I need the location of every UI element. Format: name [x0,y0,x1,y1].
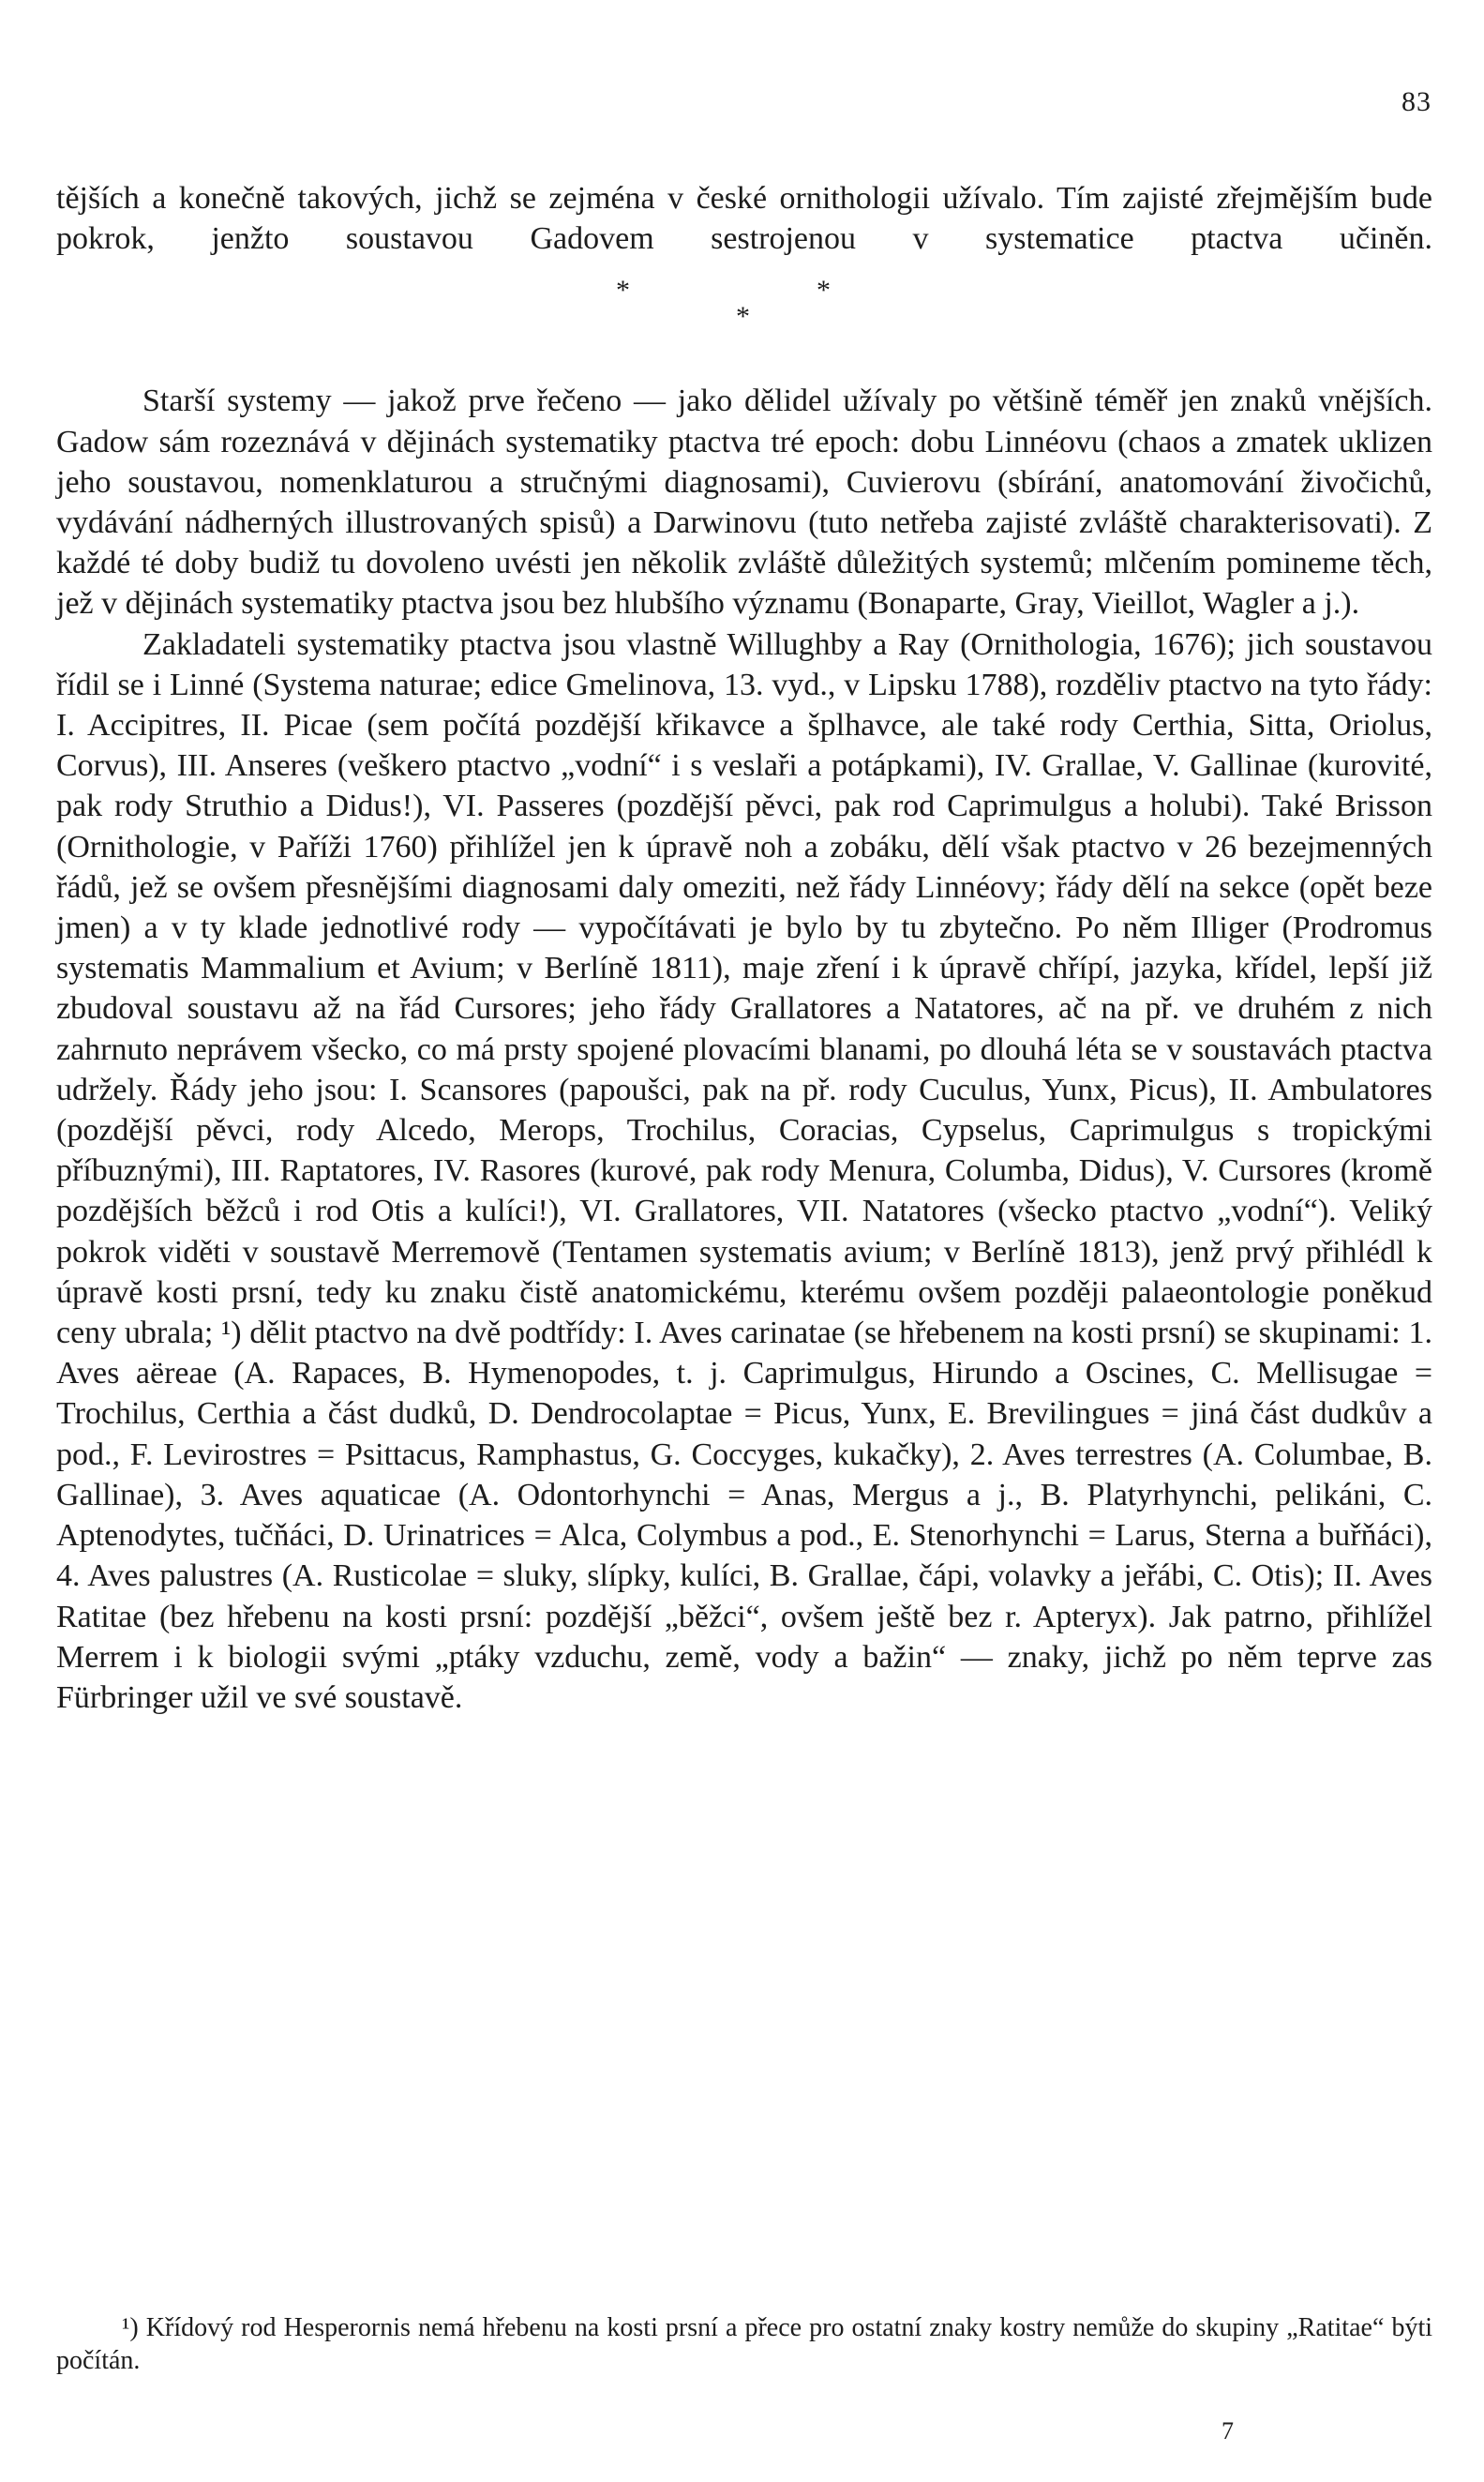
asterisk: * [616,275,630,307]
body-text [56,178,1432,1718]
paragraph-systems: Zakladateli systematiky ptactva jsou vlastně Willughby a Ray (Ornithologia, 1676); jich soustavou řídil se i Linné (Systema naturae; edice Gmelinova, 13. vyd., v Lipsku 1788), rozděliv ptactvo na tyto řády: I. Accipitres, II. Picae (sem počítá pozdější křikavce a šplhavce, ale také rody Certhia, Sitta, Oriolus, Corvus), III. Anseres (veškero ptactvo „vodní“ i s veslaři a potápkami), IV. Grallae, V. Gallinae (kurovité, pak rody Struthio a Didus!), VI. Passeres (pozdější pěvci, pak rod Caprimulgus a holubi). Také Brisson (Ornithologie, v Paříži 1760) přihlížel jen k úpravě noh a zobáku, dělí však ptactvo v 26 bezejmenných řádů, jež se ovšem přesnějšími diagnosami daly omeziti, než řády Linnéovy; řády dělí na sekce (opět beze jmen) a v ty klade jednotlivé rody — vypočítávati je bylo by tu zbytečno. Po něm Illiger (Prodromus systematis Mammalium et Avium; v Berlíně 1811), maje zření i k úpravě chřípí, jazyka, křídel, lepší již zbudoval soustavu až na řád Cursores; jeho řády Grallatores a Natatores, ač na př. ve druhém z nich zahrnuto neprávem všecko, co má prsty spojené plovacími blanami, po dlouhá léta se v soustavách ptactva udržely. Řády jeho jsou: I. Scansores (papoušci, pak na př. rody Cuculus, Yunx, Picus), II. Ambulatores (pozdější pěvci, rody Alcedo, Merops, Trochilus, Coracias, Cypselus, Caprimulgus s tropickými příbuznými), III. Raptatores, IV. Rasores (kurové, pak rody Menura, Columba, Didus), V. Cursores (kromě pozdějších běžců i rod Otis a kulíci!), VI. Grallatores, VII. Natatores (všecko ptactvo „vodní“). Veliký pokrok viděti v soustavě Merremově (Tentamen systematis avium; v Berlíně 1813), jenž prvý přihlédl k úpravě kosti prsní, tedy ku znaku čistě anatomickému, kterému ovšem později palaeontologie poněkud ceny ubrala; ¹) dělit ptactvo na dvě podtřídy: I. Aves carinatae (se hřebenem na kosti prsní) se skupinami: 1. Aves aëreae (A. Rapaces, B. Hymenopodes, t. j. Caprimulgus, Hirundo a Oscines, C. Mellisugae = Trochilus, Certhia a část dudků, D. Dendrocolaptae = Picus, Yunx, E. Brevilingues = jiná část dudkův a pod., F. Levirostres = Psittacus, Ramphastus, G. Coccyges, kukačky), 2. Aves terrestres (A. Columbae, B. Gallinae), 3. Aves aquaticae (A. Odontorhynchi = Anas, Mergus a j., B. Platyrhynchi, pelikáni, C. Aptenodytes, tučňáci, D. Urinatrices = Alca, Colymbus a pod., E. Stenorhynchi = Larus, Sterna a buřňáci), 4. Aves palustres (A. Rusticolae = sluky, slípky, kulíci, B. Grallae, čápi, volavky a jeřábi, C. Otis); II. Aves Ratitae (bez hřebenu na kosti prsní: pozdější „běžci“, ovšem ještě bez r. Apteryx). Jak patrno, přihlížel Merrem i k biologii svými „ptáky vzduchu, země, vody a bažin“ — znaky, jichž po něm teprve zas Fürbringer užil ve své soustavě. [56,626,1432,1715]
asterisk: * [817,275,831,307]
paragraph-continuation: tějších a konečně takových, jichž se zejména v české ornithologii užívalo. Tím zajisté zřejmějším bude pokrok, jenžto soustavou Gadovem sestrojenou v systematice ptactva učiněn. [56,181,1432,257]
signature-mark: 7 [1222,2417,1234,2444]
page-number: 83 [1402,86,1432,117]
asterism-divider [56,259,1432,381]
footnote: ¹) Křídový rod Hesperornis nemá hřebenu na kosti prsní a přece pro ostatní znaky kostry nemůže do skupiny „Ratitae“ býti počítán. [56,2313,1432,2375]
paragraph-epochs: Starší systemy — jakož prve řečeno — jako dělidel užívaly po většině téměř jen znaků vnějších. Gadow sám rozeznává v dějinách systematiky ptactva tré epoch: dobu Linnéovu (chaos a zmatek uklizen jeho soustavou, nomenklaturou a stručnými diagnosami), Cuvierovu (sbírání, anatomování živočichů, vydávání nádherných illustrovaných spisů) a Darwinovu (tuto netřeba zajisté zvláště charakterisovati). Z každé té doby budiž tu dovoleno uvésti jen několik zvláště důležitých systemů; mlčením pomineme těch, jež v dějinách systematiky ptactva jsou bez hlubšího významu (Bonaparte, Gray, Vieillot, Wagler a j.). [56,384,1432,622]
asterisk: * [736,301,750,333]
